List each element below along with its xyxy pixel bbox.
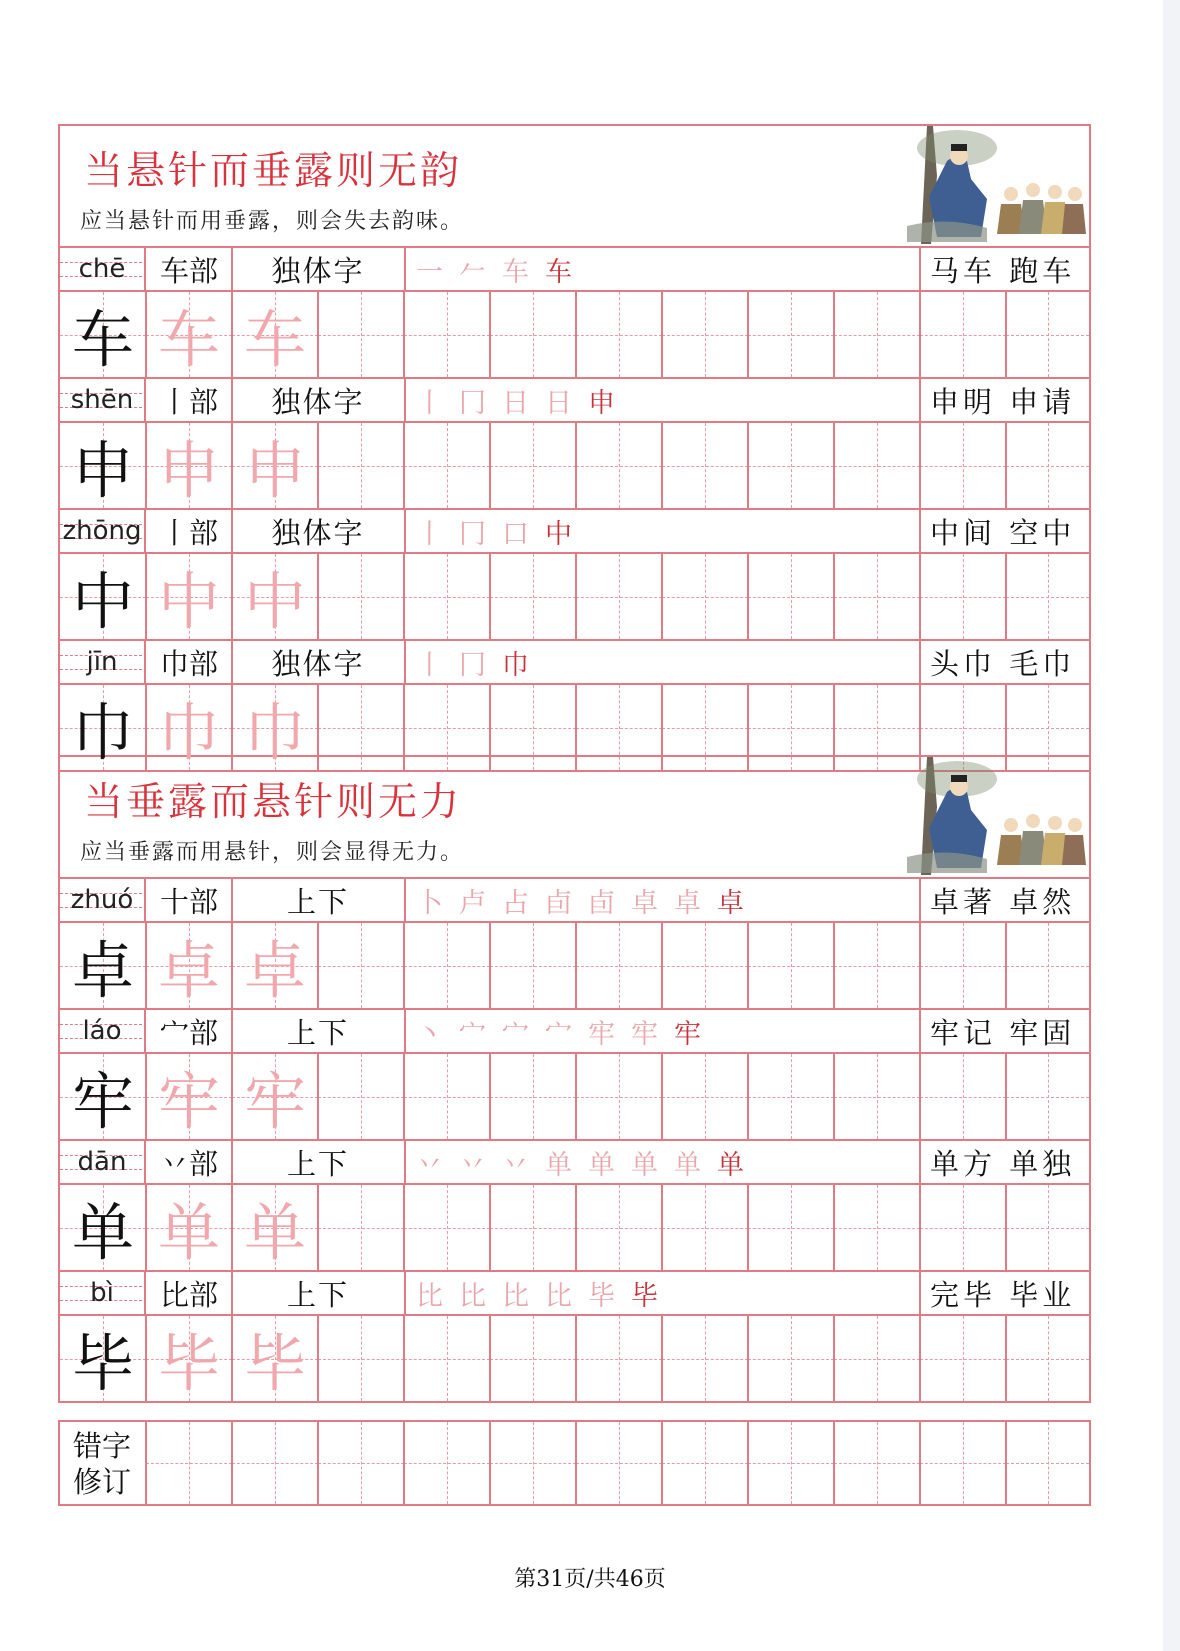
practice-cell[interactable] [404,423,490,508]
cell-divider [833,1185,835,1270]
revision-label-line2: 修订 [72,1465,131,1499]
model-character: 单 [71,1196,134,1269]
practice-cell[interactable] [834,1054,920,1139]
cell-divider [489,1316,491,1401]
practice-cell[interactable] [318,923,404,1008]
stroke-step: 车 [545,256,578,288]
trace-character: 巾 [243,696,306,769]
practice-cell[interactable] [318,292,404,377]
cell-divider [661,292,663,377]
character-info-bar [60,379,1089,423]
stroke-step: 比 [545,1280,578,1312]
practice-cell[interactable] [748,923,834,1008]
cell-divider [747,292,749,377]
stroke-step: 一 [416,256,449,288]
practice-cell[interactable] [490,1054,576,1139]
cell-divider [403,554,405,639]
practice-cell[interactable] [748,423,834,508]
practice-cell[interactable] [404,1054,490,1139]
practice-cell[interactable] [662,554,748,639]
cell-divider [1005,1054,1007,1139]
cell-divider [747,1316,749,1401]
stroke-step: 车 [502,256,535,288]
trace-character: 巾 [157,696,220,769]
stroke-step: 卜 [416,887,449,919]
model-character: 车 [71,303,134,376]
example-words: 马车 跑车 [930,253,1076,288]
trace-character: 中 [157,565,220,638]
practice-cell[interactable] [834,1316,920,1401]
practice-cell[interactable] [404,554,490,639]
cell-divider [489,1185,491,1270]
trace-character: 中 [243,565,306,638]
radical: 丷部 [159,1146,218,1181]
pinyin: bì [90,1278,114,1308]
practice-cell[interactable] [662,292,748,377]
character-info-bar [60,641,1089,685]
cell-divider [1005,554,1007,639]
trace-character: 申 [243,434,306,507]
cell-divider [575,1185,577,1270]
practice-cell[interactable] [920,923,1006,1008]
practice-grid [60,554,1089,639]
cell-divider [747,1054,749,1139]
structure: 独体字 [271,515,365,550]
revision-cell[interactable] [146,1422,232,1504]
cell-divider [747,554,749,639]
cell-divider [317,1422,319,1504]
cell-divider [661,1185,663,1270]
stroke-step: 丶 [416,1018,449,1050]
cell-divider [489,292,491,377]
radical: 丨部 [159,515,218,550]
cell-divider [403,1054,405,1139]
practice-cell[interactable] [576,923,662,1008]
revision-cell[interactable] [232,1422,318,1504]
practice-cell[interactable] [662,923,748,1008]
stroke-order [406,1272,926,1314]
stroke-step: 单 [631,1149,664,1181]
stroke-step: 日 [502,387,535,419]
practice-cell[interactable] [748,292,834,377]
practice-cell[interactable] [834,1185,920,1270]
practice-cell[interactable] [576,292,662,377]
practice-cell[interactable] [748,1054,834,1139]
practice-cell[interactable] [662,423,748,508]
cell-divider [919,1422,921,1504]
practice-cell[interactable] [404,1316,490,1401]
cell-divider [919,1185,921,1270]
cell-divider [833,1054,835,1139]
practice-cell[interactable] [490,923,576,1008]
trace-character: 牢 [157,1065,220,1138]
cell-divider [403,1316,405,1401]
radical: 车部 [159,253,218,288]
practice-cell[interactable] [834,923,920,1008]
revision-cell[interactable] [1006,1422,1089,1504]
right-scroll-bar[interactable] [1163,0,1180,1651]
stroke-step: 比 [502,1280,535,1312]
practice-cell[interactable] [1006,1316,1089,1401]
practice-cell[interactable] [490,292,576,377]
stroke-step: 口 [502,518,535,550]
revision-cell[interactable] [318,1422,404,1504]
character-row [60,1008,1089,1139]
model-character: 卓 [71,934,134,1007]
cell-divider [575,1054,577,1139]
practice-cell[interactable] [1006,292,1089,377]
cell-divider [747,1422,749,1504]
section-title: 当悬针而垂露则无韵 [84,149,463,194]
cell-divider [833,292,835,377]
section-subtitle: 应当悬针而用垂露，则会失去韵味。 [80,209,465,234]
cell-divider [833,1422,835,1504]
lesson-section [58,755,1091,1403]
stroke-step: 中 [545,518,578,550]
character-info-bar [60,248,1089,292]
stroke-step: 卓 [631,887,664,919]
stroke-step: 丷 [459,1149,492,1181]
practice-cell[interactable] [404,292,490,377]
trace-character: 卓 [157,934,220,1007]
revision-cell[interactable] [834,1422,920,1504]
practice-cell[interactable] [490,423,576,508]
character-row [60,879,1089,1008]
stroke-step: 申 [588,387,621,419]
practice-cell[interactable] [748,554,834,639]
cell-divider [833,554,835,639]
practice-cell[interactable] [920,1316,1006,1401]
practice-cell[interactable] [404,1185,490,1270]
stroke-step: 丨 [416,518,449,550]
stroke-step: 毕 [631,1280,664,1312]
stroke-order [406,1010,926,1052]
cell-divider [575,554,577,639]
info-divider [919,1010,921,1052]
cell-divider [919,554,921,639]
stroke-step: 卓 [717,887,750,919]
trace-character: 牢 [243,1065,306,1138]
practice-cell[interactable] [318,1054,404,1139]
scholar-illustration [907,757,1087,875]
trace-character: 申 [157,434,220,507]
radical: 巾部 [159,646,218,681]
practice-cell[interactable] [748,1185,834,1270]
example-words: 中间 空中 [930,515,1076,550]
info-divider [919,1141,921,1183]
example-words: 单方 单独 [930,1146,1076,1181]
cell-divider [661,1422,663,1504]
practice-cell[interactable] [576,1054,662,1139]
practice-cell[interactable] [490,554,576,639]
practice-cell[interactable] [1006,923,1089,1008]
cell-divider [833,923,835,1008]
lesson-section [58,124,1091,772]
cell-divider [661,923,663,1008]
stroke-step: 日 [545,387,578,419]
cell-divider [661,1316,663,1401]
character-row [60,1139,1089,1270]
stroke-step: 冂 [459,649,492,681]
structure: 上下 [286,1277,349,1312]
practice-cell[interactable] [748,1316,834,1401]
stroke-step: 丨 [416,387,449,419]
model-character: 牢 [71,1065,134,1138]
character-info-bar [60,1272,1089,1316]
character-row [60,508,1089,639]
section-header [60,757,1089,879]
cell-divider [1005,1316,1007,1401]
radical: 宀部 [159,1015,218,1050]
cell-divider [661,1054,663,1139]
cell-divider [747,1185,749,1270]
practice-cell[interactable] [1006,1185,1089,1270]
practice-cell[interactable] [920,554,1006,639]
practice-cell[interactable] [834,423,920,508]
cell-divider [919,1316,921,1401]
example-words: 完毕 毕业 [930,1277,1076,1312]
trace-character: 车 [243,303,306,376]
model-character: 中 [71,565,134,638]
practice-cell[interactable] [318,554,404,639]
radical: 丨部 [159,384,218,419]
cell-divider [1005,923,1007,1008]
practice-grid [60,1185,1089,1270]
revision-cell[interactable] [662,1422,748,1504]
trace-character: 毕 [243,1327,306,1400]
cell-divider [1005,423,1007,508]
cell-divider [575,923,577,1008]
practice-cell[interactable] [404,923,490,1008]
stroke-step: 牢 [588,1018,621,1050]
trace-character: 单 [243,1196,306,1269]
stroke-order [406,641,926,683]
stroke-step: 宀 [545,1018,578,1050]
structure: 上下 [286,1015,349,1050]
revision-cell[interactable] [404,1422,490,1504]
practice-grid [60,423,1089,508]
stroke-step: 单 [588,1149,621,1181]
character-info-bar [60,879,1089,923]
cell-divider [575,1316,577,1401]
cell-divider [919,423,921,508]
example-words: 头巾 毛巾 [930,646,1076,681]
section-title: 当垂露而悬针则无力 [84,780,463,825]
practice-cell[interactable] [662,1185,748,1270]
structure: 上下 [286,884,349,919]
character-info-bar [60,1010,1089,1054]
cell-divider [403,292,405,377]
practice-grid [60,1054,1089,1139]
pinyin: jīn [86,647,118,677]
practice-cell[interactable] [576,1316,662,1401]
radical: 比部 [159,1277,218,1312]
pinyin: chē [78,254,126,284]
cell-divider [403,423,405,508]
structure: 上下 [286,1146,349,1181]
stroke-step: 丨 [416,649,449,681]
practice-cell[interactable] [490,1316,576,1401]
practice-cell[interactable] [1006,423,1089,508]
cell-divider [1005,1185,1007,1270]
cell-divider [489,1054,491,1139]
cell-divider [231,1422,233,1504]
stroke-order [406,1141,926,1183]
cell-divider [747,423,749,508]
section-subtitle: 应当垂露而用悬针，则会显得无力。 [80,840,465,865]
page-footer: 第31页/共46页 [514,1567,666,1592]
stroke-step: 卓 [674,887,707,919]
info-divider [919,379,921,421]
cell-divider [919,923,921,1008]
cell-divider [747,923,749,1008]
structure: 独体字 [271,646,365,681]
stroke-step: 卣 [545,887,578,919]
practice-cell[interactable] [920,1185,1006,1270]
trace-character: 卓 [243,934,306,1007]
stroke-order [406,879,926,921]
practice-grid [60,292,1089,377]
practice-grid [60,923,1089,1008]
cell-divider [575,423,577,508]
model-character: 毕 [71,1327,134,1400]
pinyin: shēn [70,385,134,415]
stroke-step: 丷 [502,1149,535,1181]
revision-cell[interactable] [748,1422,834,1504]
character-row [60,377,1089,508]
stroke-step: 巾 [502,649,535,681]
info-divider [919,510,921,552]
stroke-order [406,379,926,421]
info-divider [919,1272,921,1314]
practice-cell[interactable] [834,554,920,639]
info-divider [919,641,921,683]
trace-character: 车 [157,303,220,376]
stroke-step: 毕 [588,1280,621,1312]
stroke-step: 卢 [459,887,492,919]
structure: 独体字 [271,253,365,288]
cell-divider [1005,292,1007,377]
stroke-order [406,510,926,552]
practice-cell[interactable] [1006,554,1089,639]
pinyin: zhuó [70,885,134,915]
revision-label-line1: 错字 [72,1429,131,1463]
practice-cell[interactable] [576,423,662,508]
practice-cell[interactable] [834,292,920,377]
practice-cell[interactable] [920,423,1006,508]
example-words: 牢记 牢固 [930,1015,1076,1050]
cell-divider [489,1422,491,1504]
practice-cell[interactable] [318,1316,404,1401]
stroke-step: 比 [416,1280,449,1312]
stroke-step: 宀 [459,1018,492,1050]
character-info-bar [60,1141,1089,1185]
revision-box [58,1420,1091,1506]
character-info-bar [60,510,1089,554]
stroke-step: 占 [502,887,535,919]
cell-divider [833,1316,835,1401]
pinyin: zhōng [62,516,142,546]
trace-character: 单 [157,1196,220,1269]
stroke-step: 丷 [416,1149,449,1181]
stroke-step: 宀 [502,1018,535,1050]
stroke-step: 牢 [631,1018,664,1050]
example-words: 卓著 卓然 [930,884,1076,919]
section-header [60,126,1089,248]
info-divider [919,248,921,290]
stroke-step: 冂 [459,387,492,419]
stroke-order [406,248,926,290]
practice-cell[interactable] [920,1054,1006,1139]
stroke-step: 比 [459,1280,492,1312]
practice-cell[interactable] [576,1185,662,1270]
cell-divider [661,554,663,639]
revision-grid [60,1422,1089,1504]
practice-grid [60,1316,1089,1401]
example-words: 申明 申请 [930,384,1076,419]
practice-cell[interactable] [318,423,404,508]
cell-divider [145,1422,147,1504]
cell-divider [661,423,663,508]
stroke-step: 单 [674,1149,707,1181]
stroke-step: 单 [717,1149,750,1181]
stroke-step: 𠂉 [459,256,492,288]
scholar-illustration [907,126,1087,244]
character-row [60,1270,1089,1401]
cell-divider [833,423,835,508]
revision-label [60,1422,144,1504]
cell-divider [1005,1422,1007,1504]
cell-divider [403,923,405,1008]
stroke-step: 冂 [459,518,492,550]
character-row [60,639,1089,770]
structure: 独体字 [271,384,365,419]
cell-divider [919,1054,921,1139]
cell-divider [489,554,491,639]
model-character: 巾 [71,696,134,769]
practice-cell[interactable] [662,1316,748,1401]
pinyin: láo [82,1016,122,1046]
model-character: 申 [71,434,134,507]
cell-divider [575,292,577,377]
cell-divider [575,1422,577,1504]
revision-cell[interactable] [576,1422,662,1504]
stroke-step: 卣 [588,887,621,919]
cell-divider [489,423,491,508]
cell-divider [919,292,921,377]
revision-cell[interactable] [920,1422,1006,1504]
cell-divider [489,923,491,1008]
cell-divider [403,1185,405,1270]
trace-character: 毕 [157,1327,220,1400]
practice-cell[interactable] [576,554,662,639]
practice-cell[interactable] [318,1185,404,1270]
cell-divider [403,1422,405,1504]
practice-cell[interactable] [662,1054,748,1139]
stroke-step: 牢 [674,1018,707,1050]
character-row [60,248,1089,377]
revision-cell[interactable] [490,1422,576,1504]
stroke-step: 单 [545,1149,578,1181]
practice-cell[interactable] [490,1185,576,1270]
pinyin: dān [77,1147,127,1177]
practice-cell[interactable] [1006,1054,1089,1139]
info-divider [919,879,921,921]
radical: 十部 [159,884,218,919]
practice-cell[interactable] [920,292,1006,377]
